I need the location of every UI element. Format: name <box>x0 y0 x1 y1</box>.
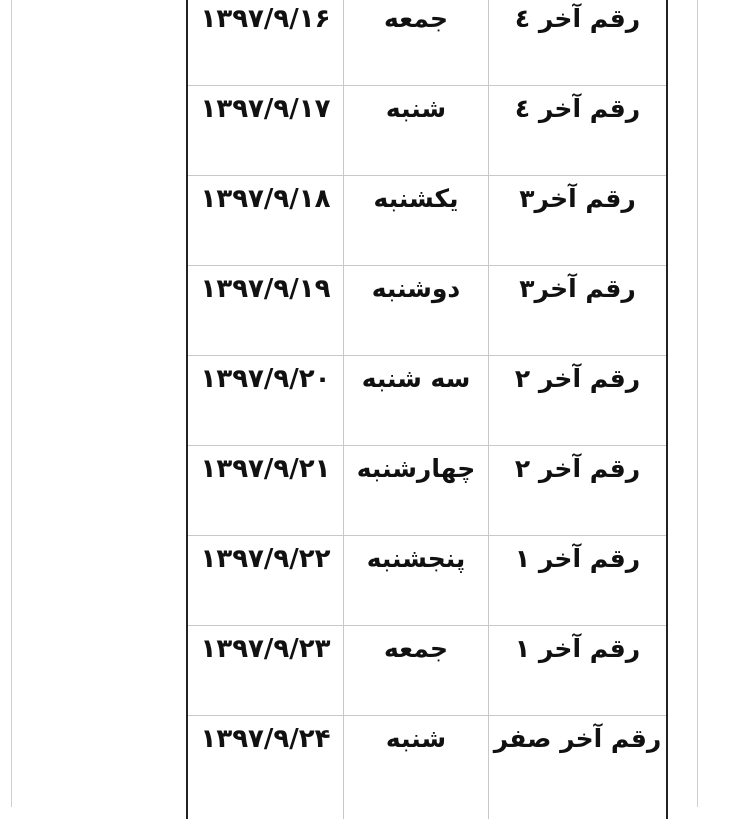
weekday-cell: سه شنبه <box>344 356 489 446</box>
table-row <box>187 86 667 176</box>
table-row <box>187 0 667 86</box>
date-cell: ۱۳۹۷/۹/۱۹ <box>187 266 344 356</box>
schedule-table <box>186 0 668 819</box>
table-row <box>187 446 667 536</box>
date-cell: ۱۳۹۷/۹/۱۷ <box>187 86 344 176</box>
date-cell: ۱۳۹۷/۹/۲۲ <box>187 536 344 626</box>
last-digit-cell: رقم آخر ۲ <box>489 446 668 536</box>
weekday-cell: جمعه <box>344 626 489 716</box>
weekday-cell: پنجشنبه <box>344 536 489 626</box>
date-cell: ۱۳۹۷/۹/۱۸ <box>187 176 344 266</box>
schedule-table-body <box>187 0 667 819</box>
weekday-cell: جمعه <box>344 0 489 86</box>
table-row <box>187 176 667 266</box>
weekday-cell: شنبه <box>344 86 489 176</box>
table-row <box>187 536 667 626</box>
last-digit-cell: رقم آخر۳ <box>489 176 668 266</box>
date-cell: ۱۳۹۷/۹/۲۰ <box>187 356 344 446</box>
weekday-cell: چهارشنبه <box>344 446 489 536</box>
last-digit-cell: رقم آخر ۲ <box>489 356 668 446</box>
table-row <box>187 716 667 819</box>
last-digit-cell: رقم آخر ٤ <box>489 0 668 86</box>
weekday-cell: دوشنبه <box>344 266 489 356</box>
last-digit-cell: رقم آخر ٤ <box>489 86 668 176</box>
date-cell: ۱۳۹۷/۹/۲۳ <box>187 626 344 716</box>
weekday-cell: یکشنبه <box>344 176 489 266</box>
date-cell: ۱۳۹۷/۹/۲۴ <box>187 716 344 819</box>
table-row <box>187 626 667 716</box>
table-row <box>187 356 667 446</box>
page-margin-line-right <box>697 0 698 807</box>
last-digit-cell: رقم آخر صفر <box>489 716 668 819</box>
weekday-cell: شنبه <box>344 716 489 819</box>
page-margin-line-left <box>11 0 12 807</box>
date-cell: ۱۳۹۷/۹/۱۶ <box>187 0 344 86</box>
date-cell: ۱۳۹۷/۹/۲۱ <box>187 446 344 536</box>
last-digit-cell: رقم آخر ۱ <box>489 626 668 716</box>
last-digit-cell: رقم آخر ۱ <box>489 536 668 626</box>
last-digit-cell: رقم آخر۳ <box>489 266 668 356</box>
table-row <box>187 266 667 356</box>
